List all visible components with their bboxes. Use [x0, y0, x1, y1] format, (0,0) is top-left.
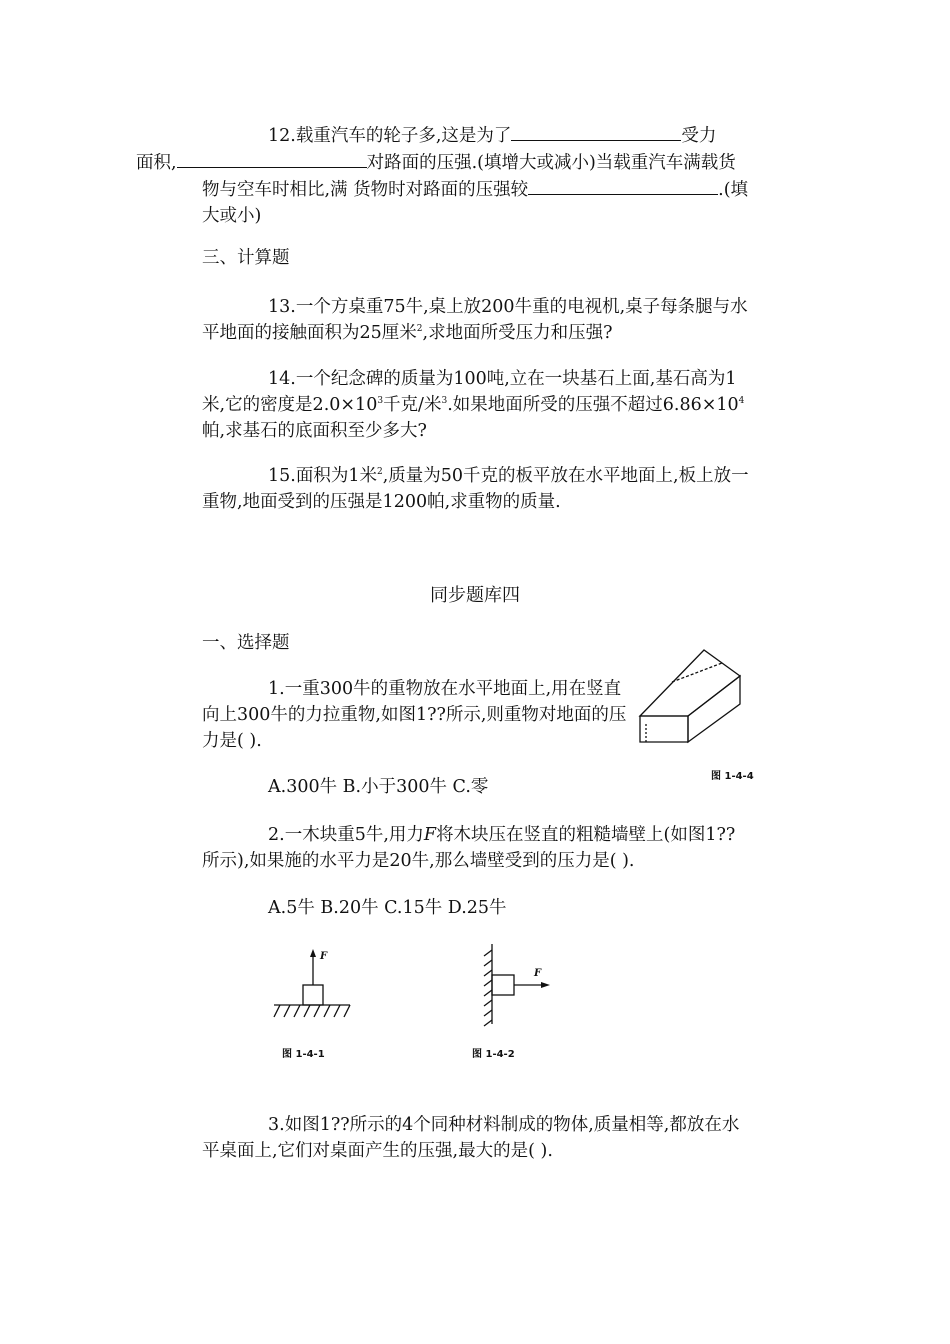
question-2-options: A.5牛 B.20牛 C.15牛 D.25牛: [268, 898, 507, 918]
question-2: 2.一木块重5牛,用力F将木块压在竖直的粗糙墙壁上(如图1??所示),如果施的水平力是20牛,那么墙壁受到的压力是( ).: [202, 825, 736, 871]
question-14: 14.一个纪念碑的质量为100吨,立在一块基石上面,基石高为1米,它的密度是$2.0\times 10^3$千克/米$^3$.如果地面所受的压强不超过$6.86\times 10^4$帕,求基石的底面积至少多大?: [202, 369, 745, 441]
figure-weight-on-ground: [270, 945, 355, 1020]
force-label: F: [534, 968, 542, 979]
fill-blank[interactable]: [511, 122, 681, 141]
question-3: 3.如图1??所示的4个同种材料制成的物体,质量相等,都放在水平桌面上,它们对桌面产生的压强,最大的是( ).: [202, 1115, 740, 1161]
fill-blank[interactable]: [528, 176, 718, 195]
section-heading: 一、选择题: [202, 633, 290, 653]
figure-caption: 图 1-4-2: [472, 1049, 515, 1060]
box-figure: [636, 646, 746, 746]
question-15: 15.面积为1米$^2$,质量为50千克的板平放在水平地面上,板上放一重物,地面受到的压强是1200帕,求重物的质量.: [202, 466, 749, 512]
section-heading: 三、计算题: [202, 248, 290, 268]
question-1-options: A.300牛 B.小于300牛 C.零: [268, 777, 489, 797]
force-label: F: [320, 951, 328, 962]
question-13: 13.一个方桌重75牛,桌上放200牛重的电视机,桌子每条腿与水平地面的接触面积为25厘米$^2$,求地面所受压力和压强?: [202, 297, 748, 343]
figure-caption: 图 1-4-1: [282, 1049, 325, 1060]
question-12: 12.载重汽车的轮子多,这是为了 受力 面积, 对路面的压强.(填增大或减小)当载重汽车满载货物与空车时相比,满 货物时对路面的压强较 .(填大或小): [202, 122, 750, 229]
question-1: 1.一重300牛的重物放在水平地面上,用在竖直向上300牛的力拉重物,如图1??所示,则重物对地面的压力是( ).: [202, 679, 627, 751]
page-title: 同步题库四: [430, 585, 520, 606]
figure-block-on-wall: [476, 942, 556, 1027]
fill-blank[interactable]: [177, 149, 367, 168]
figure-caption: 图 1-4-4: [711, 771, 754, 782]
